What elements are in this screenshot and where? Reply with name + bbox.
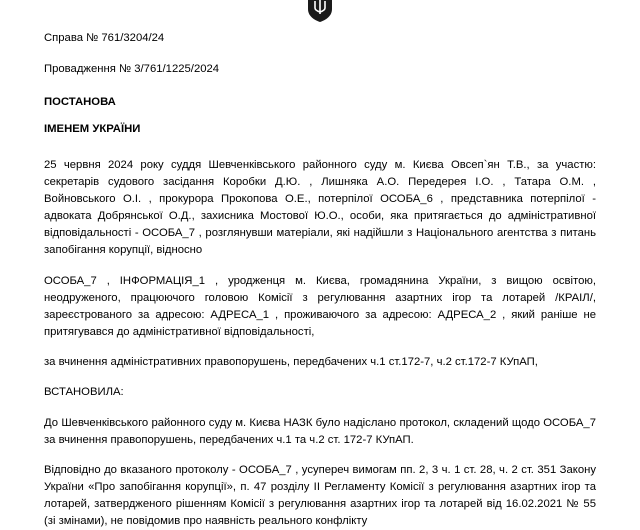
in-name-of-ukraine: ІМЕНЕМ УКРАЇНИ [44,123,141,136]
proceeding-number: Провадження № 3/761/1225/2024 [44,63,220,76]
paragraph-person-details: ОСОБА_7 , ІНФОРМАЦІЯ_1 , уродженця м. Києва, громадянина України, з вищою освітою, неодруженого, працюючого головою Комісії з регулювання азартних ігор та лотарей /КРАІЛ/, зареєстрованого за адресою: АДРЕСА_1 , проживаючого за адресою: АДРЕСА_2 , який раніше не притягувався до адміністративної відповідальності, [44,274,596,339]
paragraph-protocol-details: Відповідно до вказаного протоколу - ОСОБА_7 , усупереч вимогам пп. 2, 3 ч. 1 ст. 28, ч. 2 ст. 351 Закону України «Про запобігання корупції», п. 47 розділу ІІ Регламенту Комісії з регулювання азартних ігор та лотарей, затвердженого рішенням Комісії з регулювання азартних ігор та лотарей від 16.02.2021 № 55 (зі змінами), не повідомив про наявність реального конфлікту [44,463,596,528]
decision-title: ПОСТАНОВА [44,96,116,109]
paragraph-offence-articles: за вчинення адміністративних правопорушень, передбачених ч.1 ст.172-7, ч.2 ст.172-7 КУпАП, [44,356,538,369]
case-number: Справа № 761/3204/24 [44,32,165,44]
paragraph-intro: 25 червня 2024 року суддя Шевченківського районного суду м. Києва Овсеп`ян Т.В., за участю: секретарів судового засідання Коробки Д.Ю. , Лишняка А.О. Передерея І.О. , Татара О.М. , Войновського О.І. , прокурора Прокопова О.Е., потерпілої ОСОБА_6 , представника потерпілої - адвоката Добрянської О.Д., захисника Мостової Ю.О., особи, яка притягається до адміністративної відповідальності - ОСОБА_7 , розглянувши матеріали, які надійшли з Національного агентства з питань запобігання корупції, відносно [44,158,596,257]
emblem-container [0,0,640,22]
paragraph-protocol-received: До Шевченківського районного суду м. Києва НАЗК було надіслано протокол, складений щодо ОСОБА_7 за вчинення правопорушень, передбачених ч.1 та ч.2 ст. 172-7 КУпАП. [44,416,596,446]
document-body [44,0,596,530]
paragraph-established-heading: ВСТАНОВИЛА: [44,386,124,399]
ukraine-trident-emblem [303,0,337,22]
